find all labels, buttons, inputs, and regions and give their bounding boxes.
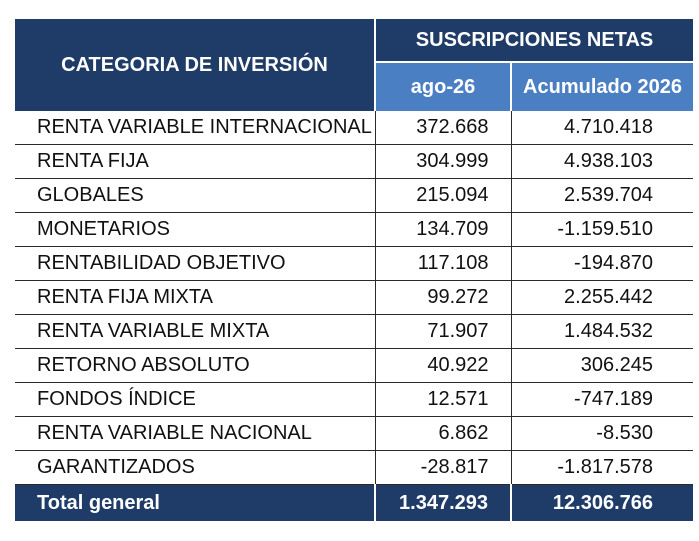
header-accumulated: Acumulado 2026: [511, 62, 693, 111]
subscriptions-table-container: [15, 19, 693, 521]
row-accum-value: 4.710.418: [511, 111, 693, 145]
row-category: MONETARIOS: [15, 213, 375, 247]
total-month-value: 1.347.293: [375, 485, 511, 522]
row-month-value: 117.108: [375, 247, 511, 281]
table-row: [15, 179, 693, 213]
table-row: [15, 247, 693, 281]
table-row: [15, 315, 693, 349]
row-month-value: 304.999: [375, 145, 511, 179]
row-accum-value: 1.484.532: [511, 315, 693, 349]
header-category: CATEGORIA DE INVERSIÓN: [15, 19, 375, 111]
table-row: [15, 451, 693, 485]
table-row: [15, 213, 693, 247]
row-accum-value: -747.189: [511, 383, 693, 417]
row-month-value: 40.922: [375, 349, 511, 383]
row-accum-value: 2.255.442: [511, 281, 693, 315]
header-month: ago-26: [375, 62, 511, 111]
table-row: [15, 281, 693, 315]
row-accum-value: 4.938.103: [511, 145, 693, 179]
table-row: [15, 349, 693, 383]
row-category: RENTA FIJA MIXTA: [15, 281, 375, 315]
row-category: RENTA VARIABLE INTERNACIONAL: [15, 111, 375, 145]
row-month-value: -28.817: [375, 451, 511, 485]
header-net-subscriptions: SUSCRIPCIONES NETAS: [375, 19, 693, 62]
row-category: RENTA FIJA: [15, 145, 375, 179]
row-category: GLOBALES: [15, 179, 375, 213]
row-category: RENTABILIDAD OBJETIVO: [15, 247, 375, 281]
row-category: GARANTIZADOS: [15, 451, 375, 485]
table-row: [15, 417, 693, 451]
row-accum-value: -1.159.510: [511, 213, 693, 247]
total-accum-value: 12.306.766: [511, 485, 693, 522]
row-accum-value: -8.530: [511, 417, 693, 451]
row-accum-value: -194.870: [511, 247, 693, 281]
row-month-value: 6.862: [375, 417, 511, 451]
row-month-value: 372.668: [375, 111, 511, 145]
row-accum-value: 2.539.704: [511, 179, 693, 213]
table-row: [15, 145, 693, 179]
row-category: RENTA VARIABLE NACIONAL: [15, 417, 375, 451]
row-accum-value: 306.245: [511, 349, 693, 383]
row-category: RENTA VARIABLE MIXTA: [15, 315, 375, 349]
row-category: FONDOS ÍNDICE: [15, 383, 375, 417]
row-category: RETORNO ABSOLUTO: [15, 349, 375, 383]
total-label: Total general: [15, 485, 375, 522]
total-row: [15, 485, 693, 522]
row-month-value: 99.272: [375, 281, 511, 315]
row-month-value: 215.094: [375, 179, 511, 213]
row-month-value: 12.571: [375, 383, 511, 417]
row-month-value: 71.907: [375, 315, 511, 349]
table-row: [15, 383, 693, 417]
row-month-value: 134.709: [375, 213, 511, 247]
net-subscriptions-table: [15, 19, 693, 521]
row-accum-value: -1.817.578: [511, 451, 693, 485]
table-row: [15, 111, 693, 145]
